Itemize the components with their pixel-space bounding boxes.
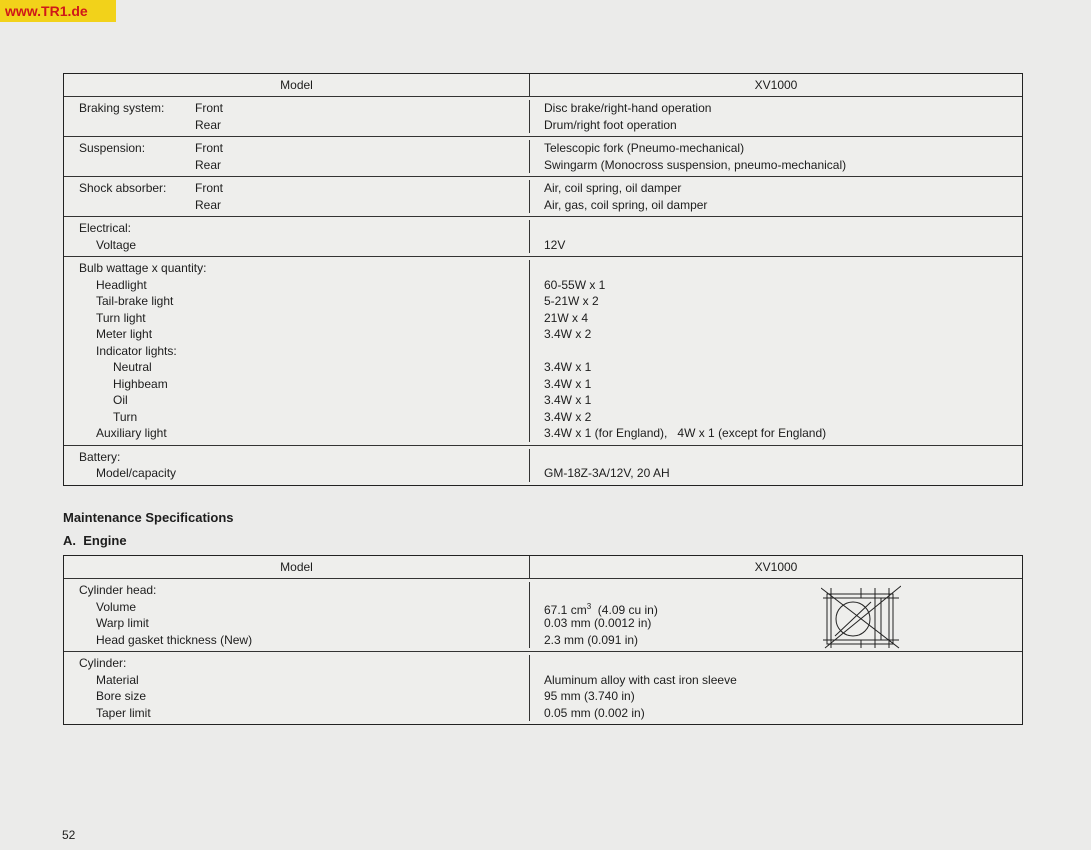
meter-light-label: Meter light: [96, 327, 153, 341]
suspension-front: Front: [195, 141, 224, 155]
cylinder-head-warp-icon: [821, 584, 901, 650]
braking-rear-value: Drum/right foot operation: [544, 117, 677, 132]
braking-front-value: Disc brake/right-hand operation: [544, 101, 712, 115]
page-number: 52: [62, 828, 76, 842]
suspension-rear-value: Swingarm (Monocross suspension, pneumo-mechanical): [544, 157, 847, 172]
shock-rear-value: Air, gas, coil spring, oil damper: [544, 197, 708, 212]
battery-label: Battery:: [79, 449, 121, 464]
braking-front: Front: [195, 101, 224, 115]
table-row: [64, 652, 1022, 724]
highbeam-value: 3.4W x 1: [544, 376, 592, 391]
model-value-header: XV1000: [754, 560, 798, 574]
turn-value: 3.4W x 2: [544, 409, 592, 424]
watermark: www.TR1.de: [0, 0, 116, 22]
table-row: [64, 579, 1022, 652]
suspension-label: Suspension:: [79, 141, 146, 155]
tail-brake-label: Tail-brake light: [96, 294, 174, 308]
voltage-label: Voltage: [96, 237, 137, 252]
braking-rear: Rear: [195, 117, 222, 132]
cylinder-label: Cylinder:: [79, 656, 127, 670]
model-header: Model: [64, 74, 530, 96]
braking-label: Braking system:: [79, 101, 165, 115]
shock-label: Shock absorber:: [79, 181, 167, 195]
taper-limit-value: 0.05 mm (0.002 in): [544, 705, 645, 720]
turn-light-label: Turn light: [96, 310, 146, 325]
volume-superscript: 3: [586, 601, 592, 611]
headlight-label: Headlight: [96, 277, 147, 292]
bore-size-value: 95 mm (3.740 in): [544, 689, 635, 703]
oil-label: Oil: [113, 393, 128, 407]
aux-light-label: Auxiliary light: [96, 426, 167, 440]
meter-light-value: 3.4W x 2: [544, 327, 592, 341]
maintenance-title: Maintenance Specifications: [63, 510, 234, 525]
neutral-label: Neutral: [113, 360, 152, 374]
neutral-value: 3.4W x 1: [544, 360, 592, 374]
aux-light-value: 3.4W x 1 (for England), 4W x 1 (except for England): [544, 426, 827, 440]
material-value: Aluminum alloy with cast iron sleeve: [544, 672, 737, 687]
battery-model-value: GM-18Z-3A/12V, 20 AH: [544, 466, 670, 480]
table-row: [64, 257, 1022, 446]
suspension-rear: Rear: [195, 157, 222, 172]
voltage-value: 12V: [544, 237, 566, 252]
volume-value: [544, 599, 1022, 616]
table-row: [64, 177, 1022, 217]
table-row: [64, 137, 1022, 177]
model-header: Model: [64, 556, 530, 578]
engine-spec-table: [63, 555, 1023, 725]
bore-size-label: Bore size: [96, 689, 147, 703]
highbeam-label: Highbeam: [113, 376, 168, 391]
shock-front: Front: [195, 181, 224, 195]
turn-light-value: 21W x 4: [544, 310, 589, 325]
shock-rear: Rear: [195, 197, 222, 212]
material-label: Material: [96, 672, 139, 687]
table-header-row: [64, 74, 1022, 97]
table-row: [64, 97, 1022, 137]
cylinder-head-label: Cylinder head:: [79, 583, 157, 597]
electrical-label: Electrical:: [79, 221, 132, 235]
table-row: [64, 217, 1022, 257]
gasket-thickness-value: 2.3 mm (0.091 in): [544, 632, 639, 647]
shock-front-value: Air, coil spring, oil damper: [544, 181, 682, 195]
engine-title: A. Engine: [63, 533, 127, 548]
turn-label: Turn: [113, 409, 138, 424]
headlight-value: 60-55W x 1: [544, 277, 606, 292]
bulb-label: Bulb wattage x quantity:: [79, 261, 207, 275]
volume-number: 67.1 cm: [544, 602, 587, 617]
tail-brake-value: 5-21W x 2: [544, 294, 599, 308]
volume-label: Volume: [96, 599, 137, 614]
table-row: [64, 446, 1022, 485]
model-value-header: XV1000: [754, 78, 798, 92]
warp-limit-label: Warp limit: [96, 616, 149, 630]
battery-model-label: Model/capacity: [96, 466, 177, 480]
warp-limit-value: 0.03 mm (0.0012 in): [544, 616, 652, 630]
general-spec-table: [63, 73, 1023, 486]
gasket-thickness-label: Head gasket thickness (New): [96, 632, 253, 647]
oil-value: 3.4W x 1: [544, 393, 592, 407]
suspension-front-value: Telescopic fork (Pneumo-mechanical): [544, 141, 745, 155]
table-header-row: [64, 556, 1022, 579]
volume-imperial: (4.09 cu in): [591, 602, 658, 617]
taper-limit-label: Taper limit: [96, 705, 151, 720]
indicator-label: Indicator lights:: [96, 343, 177, 358]
